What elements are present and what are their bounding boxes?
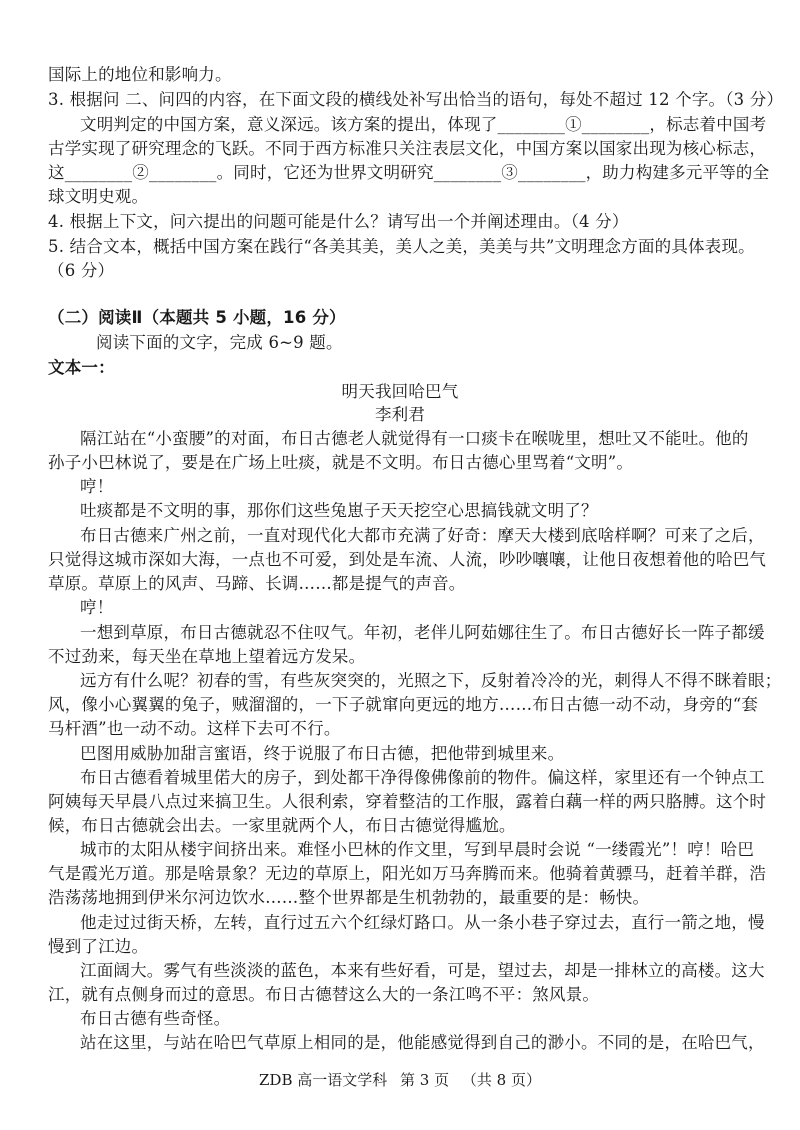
footer-page-number: 第 3 页 — [400, 1071, 450, 1089]
question-5: 5. 结合文本，概括中国方案在践行“各美其美，美人之美，美美与共”文明理念方面的具体表现。 — [48, 237, 755, 256]
text-line: 远方有什么呢？初春的雪，有些灰突突的，光照之下，反射着冷冷的光，刺得人不得不眯着眼； — [80, 671, 782, 690]
text-line: 吐痰都是不文明的事，那你们这些兔崽子天天挖空心思搞钱就文明了？ — [80, 501, 598, 520]
text-line: 隔江站在“小蛮腰”的对面，布日古德老人就觉得有一口痰卡在喉咙里，想吐又不能吐。他的 — [80, 429, 749, 448]
question-4: 4. 根据上下文，问六提出的问题可能是什么？请写出一个并阐述理由。（4 分） — [48, 212, 629, 231]
text-line: 江面阔大。雾气有些淡淡的蓝色，本来有些好看，可是，望过去，却是一排林立的高楼。这大 — [80, 961, 765, 980]
text-line: 草原。草原上的风声、马蹄、长调……都是提气的声音。 — [48, 574, 466, 593]
page-footer — [0, 1070, 800, 1090]
text-line: 风，像小心翼翼的兔子，贼溜溜的，一下子就窜向更远的地方……布日古德一动不动，身旁的“套 — [48, 695, 759, 714]
footer-subject: ZDB 高一语文学科 — [259, 1071, 388, 1089]
text-line: 这________②________。同时，它还为世界文明研究________③________，助力构建多元平等的全 — [48, 163, 770, 182]
text-line: 候，布日古德就会出去。一家里就两个人，布日古德觉得尴尬。 — [48, 816, 516, 835]
instruction: 阅读下面的文字，完成 6~9 题。 — [96, 333, 343, 352]
text-line: 国际上的地位和影响力。 — [48, 65, 232, 84]
text-one-label: 文本一： — [48, 358, 115, 377]
text-line: 慢到了江边。 — [48, 937, 149, 956]
text-line: 江，就有点侧身而过的意思。布日古德替这么大的一条江鸣不平：煞风景。 — [48, 985, 600, 1004]
text-line: 城市的太阳从楼宇间挤出来。难怪小巴林的作文里，写到早晨时会说 “一缕霞光”！哼！哈巴 — [80, 840, 755, 859]
text-line: 浩荡荡地拥到伊米尔河边饮水……整个世界都是生机勃勃的，最重要的是：畅快。 — [48, 888, 650, 907]
text-line: 布日古德有些奇怪。 — [80, 1009, 231, 1028]
story-title: 明天我回哈巴气 — [341, 382, 459, 401]
text-line: 巴图用威胁加甜言蜜语，终于说服了布日古德，把他带到城里来。 — [80, 744, 565, 763]
section-heading: （二）阅读Ⅱ（本题共 5 小题，16 分） — [48, 308, 346, 327]
text-line: 布日古德来广州之前，一直对现代化大都市充满了好奇：摩天大楼到底啥样啊？可来了之后， — [80, 526, 765, 545]
text-line: 一想到草原，布日古德就忍不住叹气。年初，老伴儿阿茹娜往生了。布日古德好长一阵子都缓 — [80, 623, 765, 642]
story-author: 李利君 — [374, 405, 426, 424]
text-line: 孙子小巴林说了，要是在广场上吐痰，就是不文明。布日古德心里骂着“文明”。 — [48, 453, 634, 472]
text-line: 球文明史观。 — [48, 187, 149, 206]
text-line: 不过劲来，每天坐在草地上望着远方发呆。 — [48, 647, 366, 666]
text-line: 阿姨每天早晨八点过来搞卫生。人很利索，穿着整洁的工作服，露着白藕一样的两只胳膊。这个时 — [48, 792, 767, 811]
question-3: 3. 根据问 二、问四的内容，在下面文段的横线处补写出恰当的语句，每处不超过 12 个字。（3 分） — [48, 90, 784, 109]
footer-total-pages: （共 8 页） — [461, 1071, 541, 1089]
text-line: 他走过过街天桥，左转，直行过五六个红绿灯路口。从一条小巷子穿过去，直行一箭之地，慢 — [80, 913, 765, 932]
text-line: （6 分） — [48, 261, 115, 280]
text-line: 气是霞光万道。那是啥景象？无边的草原上，阳光如万马奔腾而来。他骑着黄骠马，赶着羊群，浩 — [48, 864, 767, 883]
text-line: 古学实现了研究理念的飞跃。不同于西方标准只关注表层文化，中国方案以国家出现为核心标志， — [48, 139, 767, 158]
text-line: 布日古德看着城里偌大的房子，到处都干净得像佛像前的物件。偏这样，家里还有一个钟点工 — [80, 768, 765, 787]
text-line: 哼！ — [80, 477, 114, 496]
text-line: 文明判定的中国方案，意义深远。该方案的提出，体现了________①________，标志着中国考 — [80, 115, 767, 134]
text-line: 只觉得这城市深如大海，一点也不可爱，到处是车流、人流，吵吵嚷嚷，让他日夜想着他的哈巴气 — [48, 550, 767, 569]
text-line: 哼！ — [80, 598, 114, 617]
text-line: 站在这里，与站在哈巴气草原上相同的是，他能感觉得到自己的渺小。不同的是，在哈巴气， — [80, 1033, 765, 1052]
text-line: 马杆酒”也一动不动。这样下去可不行。 — [48, 719, 341, 738]
